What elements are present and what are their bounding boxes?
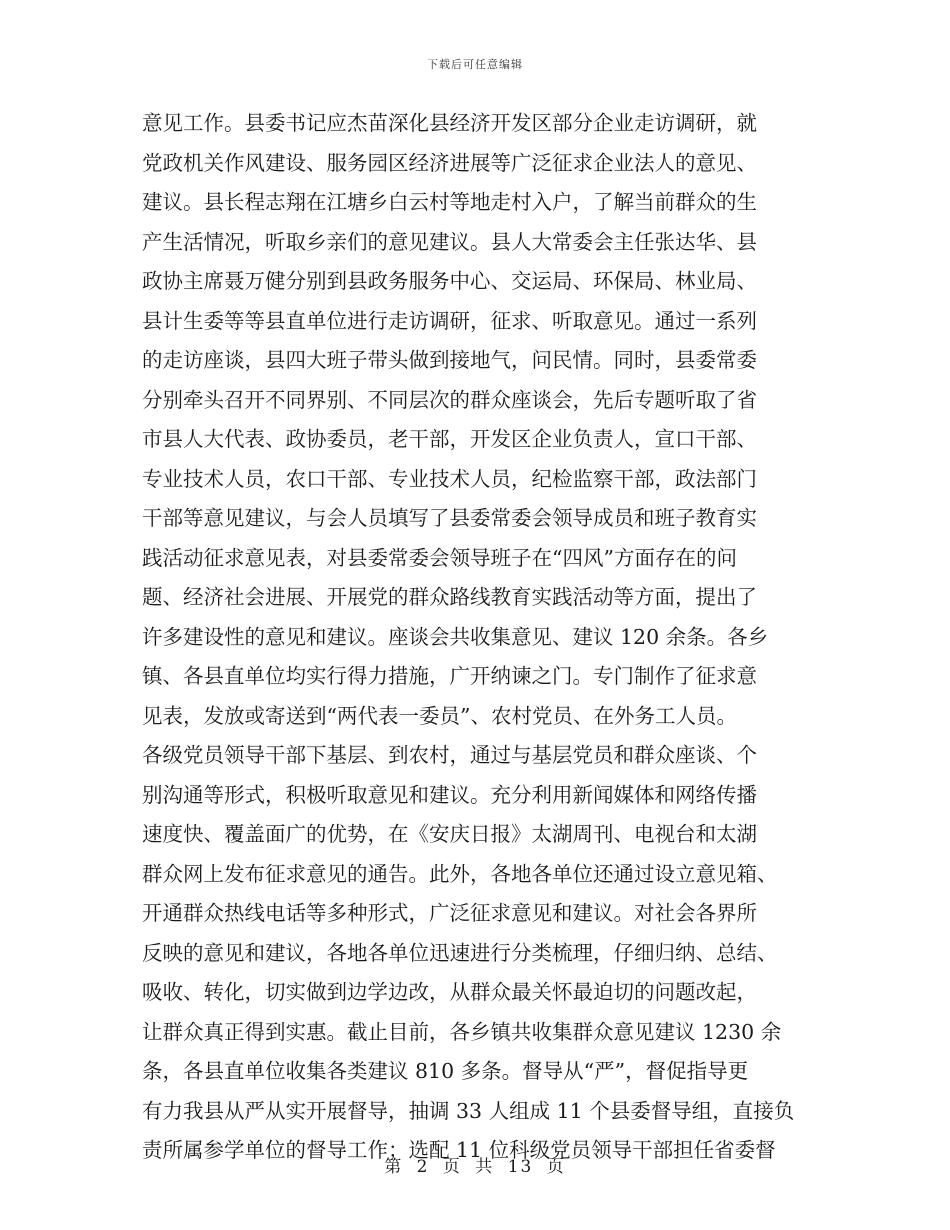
text-line: 市县人大代表、政协委员，老干部，开发区企业负责人，宣口干部、 bbox=[142, 427, 757, 451]
text-line: 题、经济社会进展、开展党的群众路线教育实践活动等方面，提出了 bbox=[142, 585, 757, 609]
text-line: 让群众真正得到实惠。截止目前，各乡镇共收集群众意见建议 1230 余 bbox=[142, 1019, 782, 1044]
page-footer: 第 2 页 共 13 页 bbox=[384, 1157, 566, 1177]
text-line: 开通群众热线电话等多种形式，广泛征求意见和建议。对社会各界所 bbox=[142, 901, 757, 925]
text-line: 群众网上发布征求意见的通告。此外，各地各单位还通过设立意见箱、 bbox=[142, 861, 778, 886]
text-line: 干部等意见建议，与会人员填写了县委常委会领导成员和班子教育实 bbox=[142, 506, 757, 530]
text-line: 条，各县直单位收集各类建议 810 多条。督导从“严”，督促指导更 bbox=[142, 1059, 749, 1083]
text-line: 见表，发放或寄送到“两代表一委员”、农村党员、在外务工人员。 bbox=[142, 703, 737, 728]
text-line: 意见工作。县委书记应杰苗深化县经济开发区部分企业走访调研，就 bbox=[142, 111, 757, 135]
text-line: 许多建设性的意见和建议。座谈会共收集意见、建议 120 余条。各乡 bbox=[142, 624, 769, 649]
text-line: 吸收、转化，切实做到边学边改，从群众最关怀最迫切的问题改起， bbox=[142, 980, 757, 1004]
text-line: 各级党员领导干部下基层、到农村，通过与基层党员和群众座谈、个 bbox=[142, 743, 757, 767]
text-line: 反映的意见和建议，各地各单位迅速进行分类梳理，仔细归纳、总结、 bbox=[142, 940, 778, 965]
text-line: 建议。县长程志翔在江塘乡白云村等地走村入户，了解当前群众的生 bbox=[142, 190, 757, 214]
text-line: 镇、各县直单位均实行得力措施，广开纳谏之门。专门制作了征求意 bbox=[142, 664, 757, 688]
page-header: 下载后可任意编辑 bbox=[427, 58, 523, 71]
text-line: 产生活情况，听取乡亲们的意见建议。县人大常委会主任张达华、县 bbox=[142, 229, 757, 254]
text-line: 速度快、覆盖面广的优势，在《安庆日报》太湖周刊、电视台和太湖 bbox=[142, 822, 757, 846]
text-line: 有力我县从严从实开展督导，抽调 33 人组成 11 个县委督导组，直接负 bbox=[142, 1098, 795, 1123]
body-text bbox=[142, 104, 812, 1171]
text-line: 分别牵头召开不同界别、不同层次的群众座谈会，先后专题听取了省 bbox=[142, 387, 757, 412]
text-line: 党政机关作风建设、服务园区经济进展等广泛征求企业法人的意见、 bbox=[142, 150, 757, 175]
text-line: 县计生委等等县直单位进行走访调研，征求、听取意见。通过一系列 bbox=[142, 308, 757, 333]
text-line: 责所属参学单位的督导工作；选配 11 位科级党员领导干部担任省委督 bbox=[142, 1138, 776, 1162]
text-line: 政协主席聂万健分别到县政务服务中心、交运局、环保局、林业局、 bbox=[142, 269, 757, 293]
text-line: 的走访座谈，县四大班子带头做到接地气，问民情。同时，县委常委 bbox=[142, 348, 757, 372]
text-line: 践活动征求意见表，对县委常委会领导班子在“四风”方面存在的问 bbox=[142, 545, 737, 570]
text-line: 别沟通等形式，积极听取意见和建议。充分利用新闻媒体和网络传播 bbox=[142, 782, 757, 807]
text-line: 专业技术人员，农口干部、专业技术人员，纪检监察干部，政法部门 bbox=[142, 466, 757, 491]
